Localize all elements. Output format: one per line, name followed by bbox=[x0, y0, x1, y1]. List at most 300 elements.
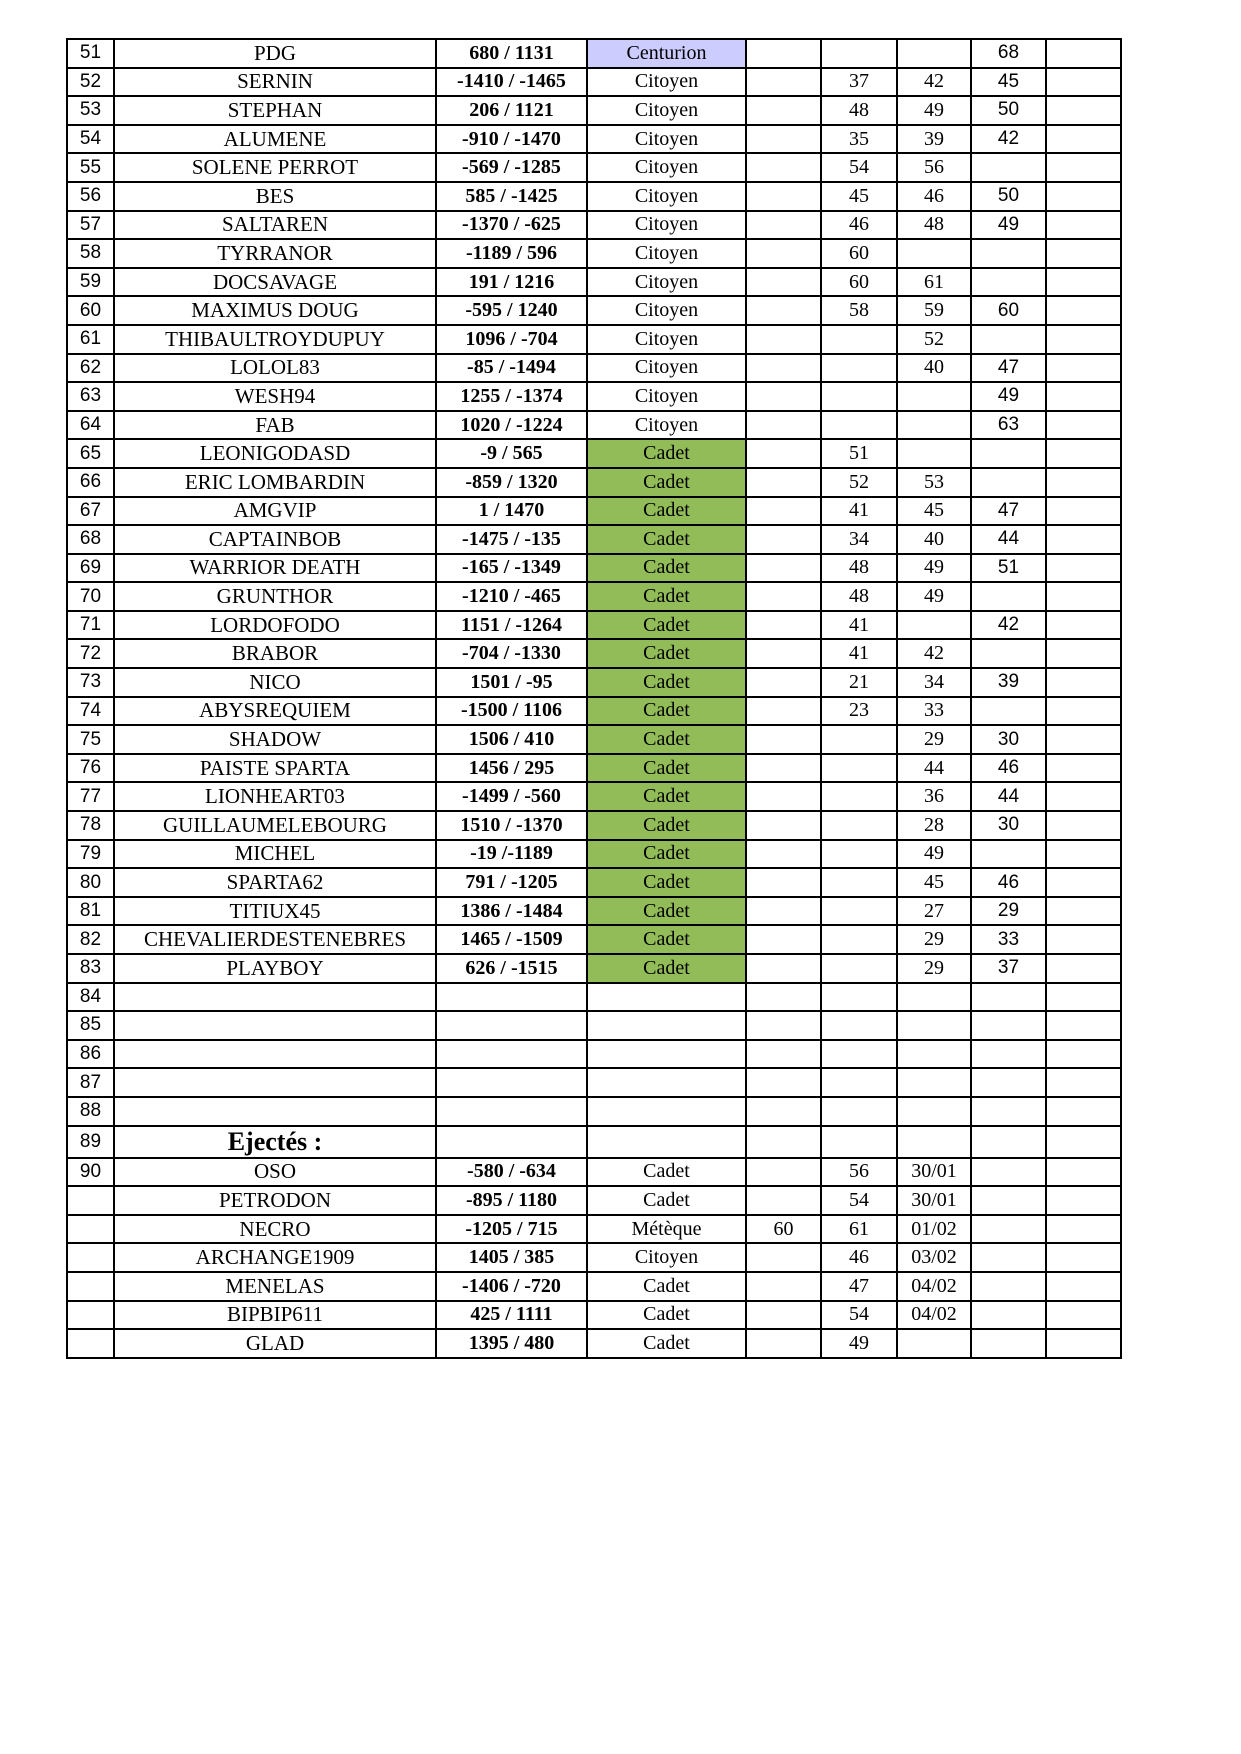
col8-cell bbox=[971, 325, 1046, 354]
col7-cell: 40 bbox=[897, 354, 971, 383]
col8-cell bbox=[971, 1272, 1046, 1301]
coordinates-cell: -1210 / -465 bbox=[436, 582, 587, 611]
col7-cell: 04/02 bbox=[897, 1272, 971, 1301]
col5-cell bbox=[746, 1186, 821, 1215]
col7-cell bbox=[897, 611, 971, 640]
row-number-cell: 54 bbox=[67, 125, 114, 154]
col9-cell bbox=[1046, 182, 1121, 211]
col6-cell: 46 bbox=[821, 1243, 897, 1272]
col6-cell bbox=[821, 983, 897, 1012]
col7-cell: 29 bbox=[897, 925, 971, 954]
coordinates-cell bbox=[436, 1126, 587, 1158]
col5-cell bbox=[746, 296, 821, 325]
coordinates-cell bbox=[436, 1040, 587, 1069]
row-number-cell: 88 bbox=[67, 1097, 114, 1126]
col6-cell: 45 bbox=[821, 182, 897, 211]
table-row bbox=[67, 611, 1121, 640]
player-name-cell: ERIC LOMBARDIN bbox=[114, 468, 436, 497]
row-number-cell bbox=[67, 1243, 114, 1272]
player-name-cell: TITIUX45 bbox=[114, 897, 436, 926]
col7-cell: 33 bbox=[897, 697, 971, 726]
row-number-cell: 74 bbox=[67, 697, 114, 726]
col5-cell bbox=[746, 182, 821, 211]
col8-cell: 63 bbox=[971, 411, 1046, 440]
player-name-cell: BES bbox=[114, 182, 436, 211]
col5-cell bbox=[746, 925, 821, 954]
col9-cell bbox=[1046, 811, 1121, 840]
rank-cell: Cadet bbox=[587, 697, 746, 726]
rank-cell: Cadet bbox=[587, 925, 746, 954]
col5-cell bbox=[746, 497, 821, 526]
table-row bbox=[67, 782, 1121, 811]
player-name-cell: SALTAREN bbox=[114, 211, 436, 240]
row-number-cell: 77 bbox=[67, 782, 114, 811]
rank-cell: Cadet bbox=[587, 497, 746, 526]
player-name-cell: CAPTAINBOB bbox=[114, 525, 436, 554]
coordinates-cell: 1395 / 480 bbox=[436, 1329, 587, 1358]
col6-cell bbox=[821, 382, 897, 411]
col5-cell bbox=[746, 1040, 821, 1069]
col6-cell bbox=[821, 925, 897, 954]
table-row bbox=[67, 382, 1121, 411]
col5-cell bbox=[746, 782, 821, 811]
col5-cell bbox=[746, 1272, 821, 1301]
col5-cell bbox=[746, 840, 821, 869]
table-row bbox=[67, 840, 1121, 869]
table-row bbox=[67, 1011, 1121, 1040]
table-row bbox=[67, 268, 1121, 297]
row-number-cell: 56 bbox=[67, 182, 114, 211]
rank-cell: Citoyen bbox=[587, 239, 746, 268]
col8-cell: 47 bbox=[971, 497, 1046, 526]
col5-cell bbox=[746, 268, 821, 297]
player-name-cell: SPARTA62 bbox=[114, 868, 436, 897]
col7-cell: 45 bbox=[897, 868, 971, 897]
col9-cell bbox=[1046, 268, 1121, 297]
coordinates-cell bbox=[436, 983, 587, 1012]
rank-cell: Cadet bbox=[587, 1329, 746, 1358]
player-name-cell bbox=[114, 1097, 436, 1126]
row-number-cell: 82 bbox=[67, 925, 114, 954]
col6-cell: 41 bbox=[821, 639, 897, 668]
col5-cell bbox=[746, 125, 821, 154]
col9-cell bbox=[1046, 96, 1121, 125]
col9-cell bbox=[1046, 468, 1121, 497]
table-row bbox=[67, 811, 1121, 840]
col6-cell bbox=[821, 354, 897, 383]
col9-cell bbox=[1046, 525, 1121, 554]
col7-cell: 39 bbox=[897, 125, 971, 154]
coordinates-cell: -1475 / -135 bbox=[436, 525, 587, 554]
row-number-cell: 81 bbox=[67, 897, 114, 926]
row-number-cell: 59 bbox=[67, 268, 114, 297]
coordinates-cell: -859 / 1320 bbox=[436, 468, 587, 497]
col8-cell bbox=[971, 639, 1046, 668]
col7-cell: 30/01 bbox=[897, 1186, 971, 1215]
row-number-cell: 71 bbox=[67, 611, 114, 640]
col8-cell bbox=[971, 153, 1046, 182]
table-row bbox=[67, 211, 1121, 240]
col9-cell bbox=[1046, 411, 1121, 440]
col9-cell bbox=[1046, 1215, 1121, 1244]
table-row bbox=[67, 96, 1121, 125]
col5-cell bbox=[746, 325, 821, 354]
rank-cell: Citoyen bbox=[587, 325, 746, 354]
row-number-cell: 63 bbox=[67, 382, 114, 411]
player-name-cell: BIPBIP611 bbox=[114, 1301, 436, 1330]
table-row bbox=[67, 182, 1121, 211]
table-row bbox=[67, 1126, 1121, 1158]
col8-cell bbox=[971, 1215, 1046, 1244]
row-number-cell: 86 bbox=[67, 1040, 114, 1069]
rank-cell: Citoyen bbox=[587, 153, 746, 182]
col8-cell: 68 bbox=[971, 39, 1046, 68]
col5-cell bbox=[746, 153, 821, 182]
col6-cell: 51 bbox=[821, 439, 897, 468]
col9-cell bbox=[1046, 782, 1121, 811]
col6-cell: 23 bbox=[821, 697, 897, 726]
col8-cell: 60 bbox=[971, 296, 1046, 325]
rank-cell: Cadet bbox=[587, 468, 746, 497]
table-row bbox=[67, 1186, 1121, 1215]
col7-cell: 29 bbox=[897, 954, 971, 983]
coordinates-cell: -569 / -1285 bbox=[436, 153, 587, 182]
col6-cell: 48 bbox=[821, 582, 897, 611]
col6-cell bbox=[821, 811, 897, 840]
col6-cell: 60 bbox=[821, 239, 897, 268]
row-number-cell: 65 bbox=[67, 439, 114, 468]
player-name-cell: NECRO bbox=[114, 1215, 436, 1244]
table-row bbox=[67, 1040, 1121, 1069]
table-row bbox=[67, 39, 1121, 68]
col9-cell bbox=[1046, 1097, 1121, 1126]
col5-cell bbox=[746, 1126, 821, 1158]
player-name-cell: LIONHEART03 bbox=[114, 782, 436, 811]
col7-cell: 52 bbox=[897, 325, 971, 354]
col6-cell: 52 bbox=[821, 468, 897, 497]
col6-cell bbox=[821, 1011, 897, 1040]
col7-cell: 40 bbox=[897, 525, 971, 554]
player-name-cell: DOCSAVAGE bbox=[114, 268, 436, 297]
col8-cell bbox=[971, 439, 1046, 468]
col8-cell: 44 bbox=[971, 525, 1046, 554]
col5-cell: 60 bbox=[746, 1215, 821, 1244]
coordinates-cell: -1189 / 596 bbox=[436, 239, 587, 268]
row-number-cell: 57 bbox=[67, 211, 114, 240]
table-row bbox=[67, 697, 1121, 726]
row-number-cell: 73 bbox=[67, 668, 114, 697]
rank-cell: Citoyen bbox=[587, 182, 746, 211]
col7-cell: 49 bbox=[897, 96, 971, 125]
col8-cell: 42 bbox=[971, 611, 1046, 640]
table-row bbox=[67, 468, 1121, 497]
row-number-cell: 89 bbox=[67, 1126, 114, 1158]
player-name-cell: WESH94 bbox=[114, 382, 436, 411]
rank-cell: Citoyen bbox=[587, 125, 746, 154]
col9-cell bbox=[1046, 840, 1121, 869]
player-name-cell: Ejectés : bbox=[114, 1126, 436, 1158]
col6-cell bbox=[821, 954, 897, 983]
player-name-cell bbox=[114, 1068, 436, 1097]
col9-cell bbox=[1046, 554, 1121, 583]
coordinates-cell: 1506 / 410 bbox=[436, 725, 587, 754]
rank-cell bbox=[587, 1097, 746, 1126]
row-number-cell: 67 bbox=[67, 497, 114, 526]
col5-cell bbox=[746, 1301, 821, 1330]
col5-cell bbox=[746, 39, 821, 68]
col5-cell bbox=[746, 382, 821, 411]
col9-cell bbox=[1046, 1126, 1121, 1158]
col5-cell bbox=[746, 525, 821, 554]
col6-cell: 37 bbox=[821, 68, 897, 97]
col9-cell bbox=[1046, 497, 1121, 526]
col9-cell bbox=[1046, 1158, 1121, 1187]
player-name-cell: SOLENE PERROT bbox=[114, 153, 436, 182]
player-name-cell: GRUNTHOR bbox=[114, 582, 436, 611]
col8-cell: 49 bbox=[971, 382, 1046, 411]
coordinates-cell: 1151 / -1264 bbox=[436, 611, 587, 640]
coordinates-cell: -9 / 565 bbox=[436, 439, 587, 468]
row-number-cell: 84 bbox=[67, 983, 114, 1012]
col7-cell: 49 bbox=[897, 840, 971, 869]
col9-cell bbox=[1046, 1272, 1121, 1301]
roster-sheet bbox=[66, 38, 1122, 1359]
row-number-cell: 83 bbox=[67, 954, 114, 983]
col5-cell bbox=[746, 639, 821, 668]
row-number-cell: 90 bbox=[67, 1158, 114, 1187]
col5-cell bbox=[746, 68, 821, 97]
coordinates-cell: 1 / 1470 bbox=[436, 497, 587, 526]
col8-cell bbox=[971, 1126, 1046, 1158]
row-number-cell: 72 bbox=[67, 639, 114, 668]
player-name-cell: THIBAULTROYDUPUY bbox=[114, 325, 436, 354]
col9-cell bbox=[1046, 296, 1121, 325]
coordinates-cell: -895 / 1180 bbox=[436, 1186, 587, 1215]
col9-cell bbox=[1046, 582, 1121, 611]
col5-cell bbox=[746, 211, 821, 240]
col7-cell bbox=[897, 1011, 971, 1040]
col8-cell bbox=[971, 1040, 1046, 1069]
player-name-cell: SERNIN bbox=[114, 68, 436, 97]
coordinates-cell: 1510 / -1370 bbox=[436, 811, 587, 840]
col5-cell bbox=[746, 1243, 821, 1272]
row-number-cell: 62 bbox=[67, 354, 114, 383]
col5-cell bbox=[746, 411, 821, 440]
coordinates-cell: -1410 / -1465 bbox=[436, 68, 587, 97]
col8-cell bbox=[971, 1329, 1046, 1358]
table-row bbox=[67, 897, 1121, 926]
col6-cell: 54 bbox=[821, 1186, 897, 1215]
col9-cell bbox=[1046, 325, 1121, 354]
table-row bbox=[67, 239, 1121, 268]
col8-cell bbox=[971, 1243, 1046, 1272]
player-name-cell: LEONIGODASD bbox=[114, 439, 436, 468]
rank-cell bbox=[587, 983, 746, 1012]
col5-cell bbox=[746, 1158, 821, 1187]
col6-cell: 48 bbox=[821, 96, 897, 125]
coordinates-cell: 1501 / -95 bbox=[436, 668, 587, 697]
col6-cell: 60 bbox=[821, 268, 897, 297]
player-name-cell: PETRODON bbox=[114, 1186, 436, 1215]
player-name-cell bbox=[114, 983, 436, 1012]
col7-cell: 28 bbox=[897, 811, 971, 840]
col6-cell: 56 bbox=[821, 1158, 897, 1187]
col8-cell: 47 bbox=[971, 354, 1046, 383]
col8-cell bbox=[971, 697, 1046, 726]
col5-cell bbox=[746, 1329, 821, 1358]
col8-cell bbox=[971, 983, 1046, 1012]
row-number-cell: 66 bbox=[67, 468, 114, 497]
col5-cell bbox=[746, 239, 821, 268]
rank-cell: Cadet bbox=[587, 582, 746, 611]
table-row bbox=[67, 983, 1121, 1012]
col7-cell bbox=[897, 1040, 971, 1069]
col7-cell: 49 bbox=[897, 554, 971, 583]
col8-cell: 45 bbox=[971, 68, 1046, 97]
col8-cell bbox=[971, 239, 1046, 268]
row-number-cell: 76 bbox=[67, 754, 114, 783]
row-number-cell: 58 bbox=[67, 239, 114, 268]
col8-cell bbox=[971, 1301, 1046, 1330]
col7-cell: 03/02 bbox=[897, 1243, 971, 1272]
col7-cell: 36 bbox=[897, 782, 971, 811]
col9-cell bbox=[1046, 754, 1121, 783]
player-name-cell: MAXIMUS DOUG bbox=[114, 296, 436, 325]
player-name-cell: NICO bbox=[114, 668, 436, 697]
rank-cell: Cadet bbox=[587, 840, 746, 869]
col6-cell bbox=[821, 840, 897, 869]
col8-cell bbox=[971, 1068, 1046, 1097]
row-number-cell bbox=[67, 1272, 114, 1301]
coordinates-cell: -1370 / -625 bbox=[436, 211, 587, 240]
col6-cell: 54 bbox=[821, 1301, 897, 1330]
row-number-cell: 68 bbox=[67, 525, 114, 554]
rank-cell: Cadet bbox=[587, 1186, 746, 1215]
col7-cell: 45 bbox=[897, 497, 971, 526]
row-number-cell: 87 bbox=[67, 1068, 114, 1097]
col7-cell bbox=[897, 983, 971, 1012]
col8-cell: 29 bbox=[971, 897, 1046, 926]
col6-cell bbox=[821, 1126, 897, 1158]
player-name-cell: FAB bbox=[114, 411, 436, 440]
col7-cell: 59 bbox=[897, 296, 971, 325]
col9-cell bbox=[1046, 1040, 1121, 1069]
col7-cell: 53 bbox=[897, 468, 971, 497]
rank-cell: Cadet bbox=[587, 954, 746, 983]
col8-cell bbox=[971, 1097, 1046, 1126]
col7-cell bbox=[897, 1097, 971, 1126]
table-row bbox=[67, 1329, 1121, 1358]
col5-cell bbox=[746, 582, 821, 611]
col5-cell bbox=[746, 811, 821, 840]
rank-cell: Cadet bbox=[587, 1301, 746, 1330]
table-row bbox=[67, 725, 1121, 754]
col6-cell bbox=[821, 754, 897, 783]
col8-cell bbox=[971, 1158, 1046, 1187]
rank-cell: Centurion bbox=[587, 39, 746, 68]
player-name-cell bbox=[114, 1011, 436, 1040]
row-number-cell bbox=[67, 1301, 114, 1330]
col5-cell bbox=[746, 1068, 821, 1097]
col9-cell bbox=[1046, 1243, 1121, 1272]
rank-cell: Cadet bbox=[587, 668, 746, 697]
table-row bbox=[67, 668, 1121, 697]
rank-cell: Citoyen bbox=[587, 211, 746, 240]
rank-cell: Cadet bbox=[587, 782, 746, 811]
col8-cell: 50 bbox=[971, 182, 1046, 211]
rank-cell: Cadet bbox=[587, 897, 746, 926]
col6-cell bbox=[821, 897, 897, 926]
player-name-cell: BRABOR bbox=[114, 639, 436, 668]
col5-cell bbox=[746, 868, 821, 897]
table-row bbox=[67, 1272, 1121, 1301]
rank-cell bbox=[587, 1040, 746, 1069]
col8-cell: 50 bbox=[971, 96, 1046, 125]
rank-cell bbox=[587, 1068, 746, 1097]
player-name-cell: ALUMENE bbox=[114, 125, 436, 154]
coordinates-cell: 1386 / -1484 bbox=[436, 897, 587, 926]
col5-cell bbox=[746, 897, 821, 926]
col7-cell: 30/01 bbox=[897, 1158, 971, 1187]
table-row bbox=[67, 525, 1121, 554]
col8-cell: 49 bbox=[971, 211, 1046, 240]
col7-cell bbox=[897, 39, 971, 68]
rank-cell: Citoyen bbox=[587, 1243, 746, 1272]
col9-cell bbox=[1046, 382, 1121, 411]
col9-cell bbox=[1046, 439, 1121, 468]
coordinates-cell: -595 / 1240 bbox=[436, 296, 587, 325]
col6-cell: 21 bbox=[821, 668, 897, 697]
rank-cell: Cadet bbox=[587, 639, 746, 668]
col8-cell bbox=[971, 468, 1046, 497]
col7-cell: 56 bbox=[897, 153, 971, 182]
col7-cell: 48 bbox=[897, 211, 971, 240]
col7-cell bbox=[897, 1126, 971, 1158]
col9-cell bbox=[1046, 697, 1121, 726]
col6-cell: 48 bbox=[821, 554, 897, 583]
table-row bbox=[67, 925, 1121, 954]
table-row bbox=[67, 68, 1121, 97]
col8-cell: 30 bbox=[971, 811, 1046, 840]
col7-cell: 34 bbox=[897, 668, 971, 697]
col7-cell bbox=[897, 439, 971, 468]
coordinates-cell: -85 / -1494 bbox=[436, 354, 587, 383]
coordinates-cell: 1255 / -1374 bbox=[436, 382, 587, 411]
table-row bbox=[67, 153, 1121, 182]
col6-cell bbox=[821, 725, 897, 754]
rank-cell: Cadet bbox=[587, 811, 746, 840]
col7-cell: 46 bbox=[897, 182, 971, 211]
col5-cell bbox=[746, 983, 821, 1012]
coordinates-cell: -704 / -1330 bbox=[436, 639, 587, 668]
col5-cell bbox=[746, 725, 821, 754]
col8-cell bbox=[971, 582, 1046, 611]
table-row bbox=[67, 354, 1121, 383]
rank-cell: Cadet bbox=[587, 1158, 746, 1187]
row-number-cell: 75 bbox=[67, 725, 114, 754]
coordinates-cell: 791 / -1205 bbox=[436, 868, 587, 897]
player-name-cell: CHEVALIERDESTENEBRES bbox=[114, 925, 436, 954]
col8-cell bbox=[971, 268, 1046, 297]
coordinates-cell: 1456 / 295 bbox=[436, 754, 587, 783]
player-name-cell: MICHEL bbox=[114, 840, 436, 869]
rank-cell: Cadet bbox=[587, 1272, 746, 1301]
table-row bbox=[67, 1097, 1121, 1126]
col5-cell bbox=[746, 468, 821, 497]
player-name-cell: MENELAS bbox=[114, 1272, 436, 1301]
coordinates-cell: -910 / -1470 bbox=[436, 125, 587, 154]
col6-cell: 41 bbox=[821, 611, 897, 640]
